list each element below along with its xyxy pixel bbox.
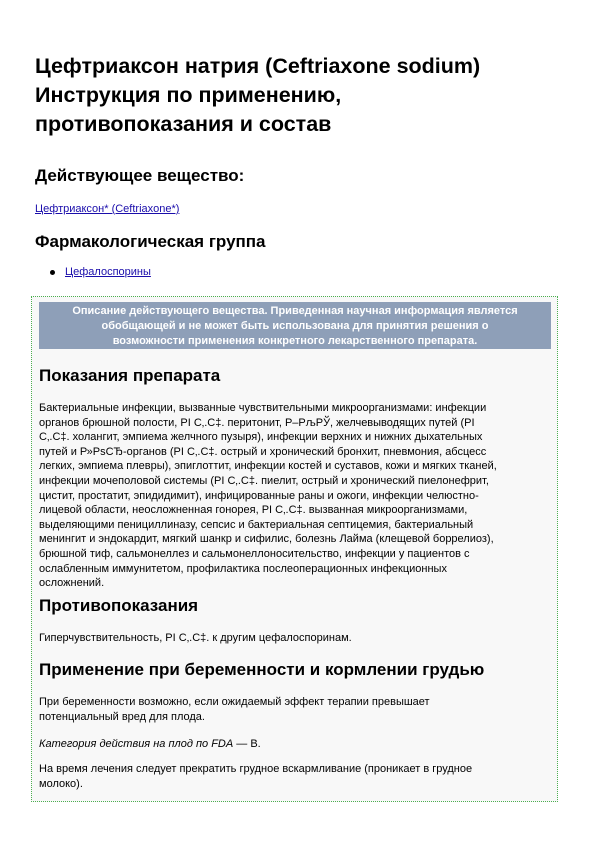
text-line: При беременности возможно, если ожидаемый эффект терапии превышает — [39, 696, 430, 708]
text-line: Гиперчувствительность, РІ С‚.С‡. к другим цефалоспоринам. — [39, 632, 352, 644]
list-item — [49, 266, 151, 278]
text-line: потенциальный вред для плода. — [39, 710, 205, 723]
fda-category-label: Категория действия на плод по FDA — [39, 738, 234, 750]
text-line: цистит, простатит, эпидидимит), инфицированные раны и ожоги, инфекции челюстно- — [39, 489, 479, 502]
indications-text — [39, 401, 551, 591]
text-line: лицевой области, неосложненная гонорея, РІ С‚.С‡. вызванная микроорганизмами, — [39, 504, 468, 517]
bullet-icon — [50, 270, 55, 275]
disclaimer-line: Описание действующего вещества. Приведенная научная информация является — [72, 305, 518, 317]
text-line: менингит и эндокардит, мягкий шанкр и сифилис, болезнь Лайма (клещевой боррелиоз), — [39, 533, 494, 546]
disclaimer-banner — [39, 302, 551, 349]
text-line: Бактериальные инфекции, вызванные чувствительными микроорганизмами: инфекции — [39, 402, 487, 414]
active-substance-heading: Действующее вещество: — [35, 166, 245, 185]
text-line: С‚.С‡. холангит, эмпиема желчного пузыря), инфекции верхних и нижних дыхательных — [39, 431, 483, 444]
disclaimer-line: возможности применения конкретного лекарственного препарата. — [112, 335, 478, 347]
fda-category-value: — B. — [233, 738, 261, 750]
pharm-group-heading: Фармакологическая группа — [35, 232, 266, 251]
pregnancy-paragraph-1 — [39, 695, 551, 724]
contraindications-text — [39, 631, 551, 646]
text-line: инфекции мочеполовой системы (РІ С‚.С‡. пиелит, острый и хронический пиелонефрит, — [39, 474, 489, 487]
pharm-group-link[interactable]: Цефалоспорины — [65, 266, 151, 278]
text-line: органов брюшной полости, РІ С‚.С‡. перитонит, Р–РљРЎ, желчевыводящих путей (РІ — [39, 416, 475, 429]
page-title — [35, 52, 575, 139]
pregnancy-heading: Применение при беременности и кормлении грудью — [39, 660, 485, 679]
pregnancy-paragraph-3 — [39, 762, 551, 791]
title-line-3: противопоказания и состав — [35, 112, 332, 136]
text-line: легких, эмпиема плевры), эпиглоттит, инфекции костей и суставов, кожи и мягких тканей, — [39, 460, 497, 473]
text-line: ослабленным иммунитетом, профилактика послеоперационных инфекционных — [39, 562, 447, 575]
title-line-1: Цефтриаксон натрия (Ceftriaxone sodium) — [35, 54, 481, 78]
text-line: осложнений. — [39, 577, 105, 590]
indications-heading: Показания препарата — [39, 366, 221, 385]
text-line: молоко). — [39, 777, 83, 790]
title-line-2: Инструкция по применению, — [35, 83, 342, 107]
pregnancy-fda-category — [39, 737, 551, 752]
text-line: путей и Р»РѕСЂ-органов (РІ С‚.С‡. острый и хронический бронхит, пневмония, абсцесс — [39, 445, 487, 458]
contraindications-heading: Противопоказания — [39, 596, 199, 615]
text-line: На время лечения следует прекратить грудное вскармливание (проникает в грудное — [39, 763, 473, 775]
disclaimer-line: обобщающей и не может быть использована для принятия решения о — [101, 320, 489, 332]
pharm-group-list — [49, 266, 151, 278]
text-line: брюшной тиф, сальмонеллез и сальмонеллоносительство, инфекции у пациентов с — [39, 547, 470, 560]
active-substance-link[interactable]: Цефтриаксон* (Ceftriaxone*) — [35, 203, 180, 215]
text-line: выделяющими пенициллиназу, сепсис и бактериальная септицемия, бактериальный — [39, 518, 474, 531]
